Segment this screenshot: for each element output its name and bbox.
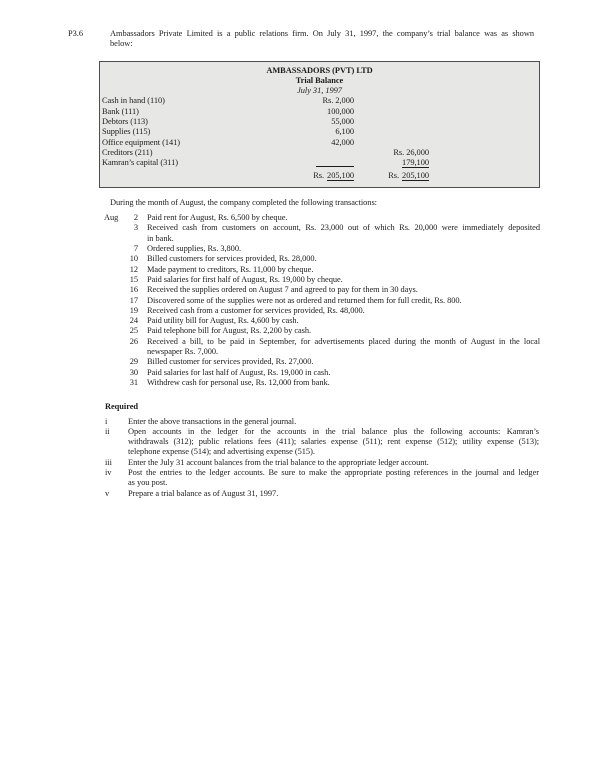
transaction-day: 25 bbox=[129, 326, 138, 336]
account-name: Supplies (115) bbox=[102, 127, 151, 137]
text-line: telephone expense (514); and advertising expense (515). bbox=[128, 447, 315, 457]
transaction-text bbox=[138, 316, 540, 326]
account-name: Kamran’s capital (311) bbox=[102, 158, 179, 168]
transaction-month bbox=[104, 326, 124, 336]
transaction-row bbox=[104, 265, 540, 275]
required-item bbox=[105, 468, 539, 489]
transaction-month: Aug bbox=[104, 213, 119, 223]
text-line: below: bbox=[110, 39, 133, 49]
transaction-text bbox=[138, 223, 540, 244]
required-list bbox=[105, 417, 539, 499]
transaction-day: 10 bbox=[129, 254, 138, 264]
text-line: Ordered supplies, Rs. 3,800. bbox=[147, 244, 242, 254]
transaction-text bbox=[138, 378, 540, 388]
text-line: Withdrew cash for personal use, Rs. 12,000 from bank. bbox=[147, 377, 330, 387]
transaction-month bbox=[104, 306, 124, 316]
table-row bbox=[100, 138, 539, 148]
transaction-row bbox=[104, 275, 540, 285]
transaction-row bbox=[104, 244, 540, 254]
transaction-text bbox=[138, 275, 540, 285]
spacer bbox=[429, 138, 539, 148]
transaction-text bbox=[138, 213, 540, 223]
debit-amount: 100,000 bbox=[327, 106, 354, 116]
transaction-month bbox=[104, 337, 124, 358]
transaction-row bbox=[104, 378, 540, 388]
transaction-day: 19 bbox=[129, 305, 138, 315]
transaction-row bbox=[104, 316, 540, 326]
text-line: Paid telephone bill for August, Rs. 2,200 by cash. bbox=[147, 326, 312, 336]
problem-intro-text bbox=[110, 29, 534, 50]
text-line: Paid utility bill for August, Rs. 4,600 by cash. bbox=[147, 316, 299, 326]
text-line: Received a bill, to be paid in September, for advertisements placed during the month of August in the local bbox=[147, 336, 540, 346]
text-line: Prepare a trial balance as of August 31, 1997. bbox=[128, 488, 279, 498]
credit-amount: Rs. 26,000 bbox=[393, 147, 429, 157]
statement-date: July 31, 1997 bbox=[297, 86, 342, 96]
table-row bbox=[100, 96, 539, 106]
text-line: Enter the above transactions in the general journal. bbox=[128, 416, 297, 426]
credit-amount bbox=[354, 138, 429, 148]
account-name: Creditors (211) bbox=[102, 147, 153, 157]
blank-cell bbox=[102, 171, 257, 181]
transaction-day: 17 bbox=[129, 295, 138, 305]
transaction-row bbox=[104, 223, 540, 244]
required-text bbox=[128, 468, 539, 489]
text-line: Ambassadors Private Limited is a public relations firm. On July 31, 1997, the company’s trial balance was as shown bbox=[110, 29, 534, 38]
required-text bbox=[128, 427, 539, 458]
text-line: Enter the July 31 account balances from the trial balance to the appropriate ledger account. bbox=[128, 457, 429, 467]
spacer bbox=[429, 127, 539, 137]
underlined-amount: 205,100 bbox=[402, 170, 429, 180]
text-line: Discovered some of the supplies were not as ordered and returned them for full credit, Rs. 800. bbox=[147, 295, 462, 305]
credit-amount bbox=[354, 117, 429, 127]
text-line: Paid salaries for first half of August, Rs. 19,000 by cheque. bbox=[147, 274, 343, 284]
transaction-month bbox=[104, 254, 124, 264]
credit-total bbox=[354, 171, 429, 181]
underlined-amount: 179,100 bbox=[402, 158, 429, 168]
text-line: Paid salaries for last half of August, Rs. 19,000 in cash. bbox=[147, 367, 331, 377]
required-text bbox=[128, 417, 539, 427]
statement-title: Trial Balance bbox=[295, 75, 344, 85]
transaction-month bbox=[104, 296, 124, 306]
transaction-day: 31 bbox=[129, 377, 138, 387]
text-line: Open accounts in the ledger for the accounts in the trial balance plus the following accounts: Kamran’s bbox=[128, 426, 539, 436]
spacer bbox=[429, 117, 539, 127]
credit-amount bbox=[354, 96, 429, 106]
transaction-month bbox=[104, 285, 124, 295]
debit-amount bbox=[257, 148, 354, 158]
transaction-month bbox=[104, 357, 124, 367]
company-name: AMBASSADORS (PVT) LTD bbox=[266, 65, 373, 75]
transaction-row bbox=[104, 285, 540, 295]
transaction-month bbox=[104, 316, 124, 326]
table-row bbox=[100, 117, 539, 127]
problem-number: P3.6 bbox=[68, 29, 83, 38]
transaction-month bbox=[104, 265, 124, 275]
debit-amount: 55,000 bbox=[331, 117, 354, 127]
transaction-row bbox=[104, 357, 540, 367]
text-line: Received cash from a customer for services provided, Rs. 48,000. bbox=[147, 305, 365, 315]
debit-total bbox=[257, 171, 354, 181]
required-numeral: iv bbox=[105, 467, 112, 477]
required-numeral: v bbox=[105, 488, 110, 498]
debit-total-rule-cell bbox=[257, 158, 354, 170]
transaction-month bbox=[104, 378, 124, 388]
transactions-intro: During the month of August, the company completed the following transactions: bbox=[110, 197, 377, 207]
debit-amount: 42,000 bbox=[331, 137, 354, 147]
text-line: Post the entries to the ledger accounts. Be sure to make the appropriate posting references in the journal and ledger bbox=[128, 467, 539, 477]
account-name: Bank (111) bbox=[102, 106, 139, 116]
spacer bbox=[429, 107, 539, 117]
text-line: Received cash from customers on account, Rs. 23,000 out of which Rs. 20,000 were immediately deposited bbox=[147, 223, 540, 233]
spacer bbox=[429, 171, 539, 181]
transaction-text bbox=[138, 244, 540, 254]
transactions-list bbox=[104, 213, 540, 388]
credit-amount bbox=[354, 158, 429, 170]
transaction-row bbox=[104, 254, 540, 264]
credit-amount bbox=[354, 127, 429, 137]
transaction-text bbox=[138, 306, 540, 316]
required-numeral: i bbox=[105, 416, 108, 426]
text-line: withdrawals (312); public relations fees (411); salaries expense (511); rent expense (512); utility expense (513); bbox=[128, 437, 539, 447]
transaction-month bbox=[104, 368, 124, 378]
text-line: Billed customers for services provided, Rs. 28,000. bbox=[147, 254, 317, 264]
required-numeral: iii bbox=[105, 457, 112, 467]
required-text bbox=[128, 489, 539, 499]
required-text bbox=[128, 458, 539, 468]
spacer bbox=[429, 148, 539, 158]
credit-amount bbox=[354, 107, 429, 117]
problem-intro-row bbox=[68, 0, 534, 50]
transaction-text bbox=[138, 296, 540, 306]
transaction-text bbox=[138, 254, 540, 264]
spacer bbox=[429, 158, 539, 170]
transaction-day: 26 bbox=[129, 336, 138, 346]
text-line: as you post. bbox=[128, 478, 168, 488]
total-rule bbox=[316, 158, 354, 167]
text-line: newspaper Rs. 7,000. bbox=[147, 347, 219, 357]
transaction-text bbox=[138, 285, 540, 295]
transaction-row bbox=[104, 337, 540, 358]
debit-amount: 6,100 bbox=[335, 127, 354, 137]
transaction-day: 16 bbox=[129, 285, 138, 295]
text-line: Billed customer for services provided, Rs. 27,000. bbox=[147, 357, 314, 367]
table-total-row bbox=[100, 171, 539, 181]
transaction-row bbox=[104, 368, 540, 378]
transaction-month bbox=[104, 223, 124, 244]
text-line: Made payment to creditors, Rs. 11,000 by cheque. bbox=[147, 264, 314, 274]
transaction-text bbox=[138, 357, 540, 367]
underlined-amount: 205,100 bbox=[327, 170, 354, 180]
currency-prefix: Rs. bbox=[388, 170, 400, 180]
required-item bbox=[105, 427, 539, 458]
transaction-day: 12 bbox=[129, 264, 138, 274]
required-item bbox=[105, 417, 539, 427]
transaction-day: 7 bbox=[133, 244, 138, 254]
trial-balance-header bbox=[100, 66, 539, 97]
required-numeral: ii bbox=[105, 426, 110, 436]
transaction-day: 29 bbox=[129, 357, 138, 367]
transaction-text bbox=[138, 326, 540, 336]
transaction-day: 2 bbox=[133, 213, 138, 223]
spacer bbox=[429, 96, 539, 106]
text-line: in bank. bbox=[147, 233, 174, 243]
transaction-row bbox=[104, 326, 540, 336]
table-row bbox=[100, 148, 539, 158]
trial-balance-box bbox=[99, 61, 540, 188]
text-line: Received the supplies ordered on August 7 and agreed to pay for them in 30 days. bbox=[147, 285, 418, 295]
transaction-row bbox=[104, 296, 540, 306]
transaction-row bbox=[104, 306, 540, 316]
currency-prefix: Rs. bbox=[313, 170, 325, 180]
required-heading: Required bbox=[105, 402, 139, 412]
transaction-day: 30 bbox=[129, 367, 138, 377]
transaction-text bbox=[138, 337, 540, 358]
table-row bbox=[100, 127, 539, 137]
trial-balance-table bbox=[100, 96, 539, 180]
debit-amount: Rs. 2,000 bbox=[322, 96, 354, 106]
transaction-row bbox=[104, 213, 540, 223]
table-row bbox=[100, 158, 539, 170]
required-item bbox=[105, 489, 539, 499]
account-name: Debtors (113) bbox=[102, 117, 148, 127]
required-item bbox=[105, 458, 539, 468]
account-name: Office equipment (141) bbox=[102, 137, 181, 147]
transaction-day: 3 bbox=[133, 223, 138, 233]
transaction-day: 15 bbox=[129, 274, 138, 284]
transaction-day: 24 bbox=[129, 316, 138, 326]
table-row bbox=[100, 107, 539, 117]
account-name: Cash in hand (110) bbox=[102, 96, 165, 106]
transaction-month bbox=[104, 244, 124, 254]
text-line: Paid rent for August, Rs. 6,500 by cheque. bbox=[147, 213, 288, 223]
transaction-month bbox=[104, 275, 124, 285]
transaction-text bbox=[138, 368, 540, 378]
transaction-text bbox=[138, 265, 540, 275]
